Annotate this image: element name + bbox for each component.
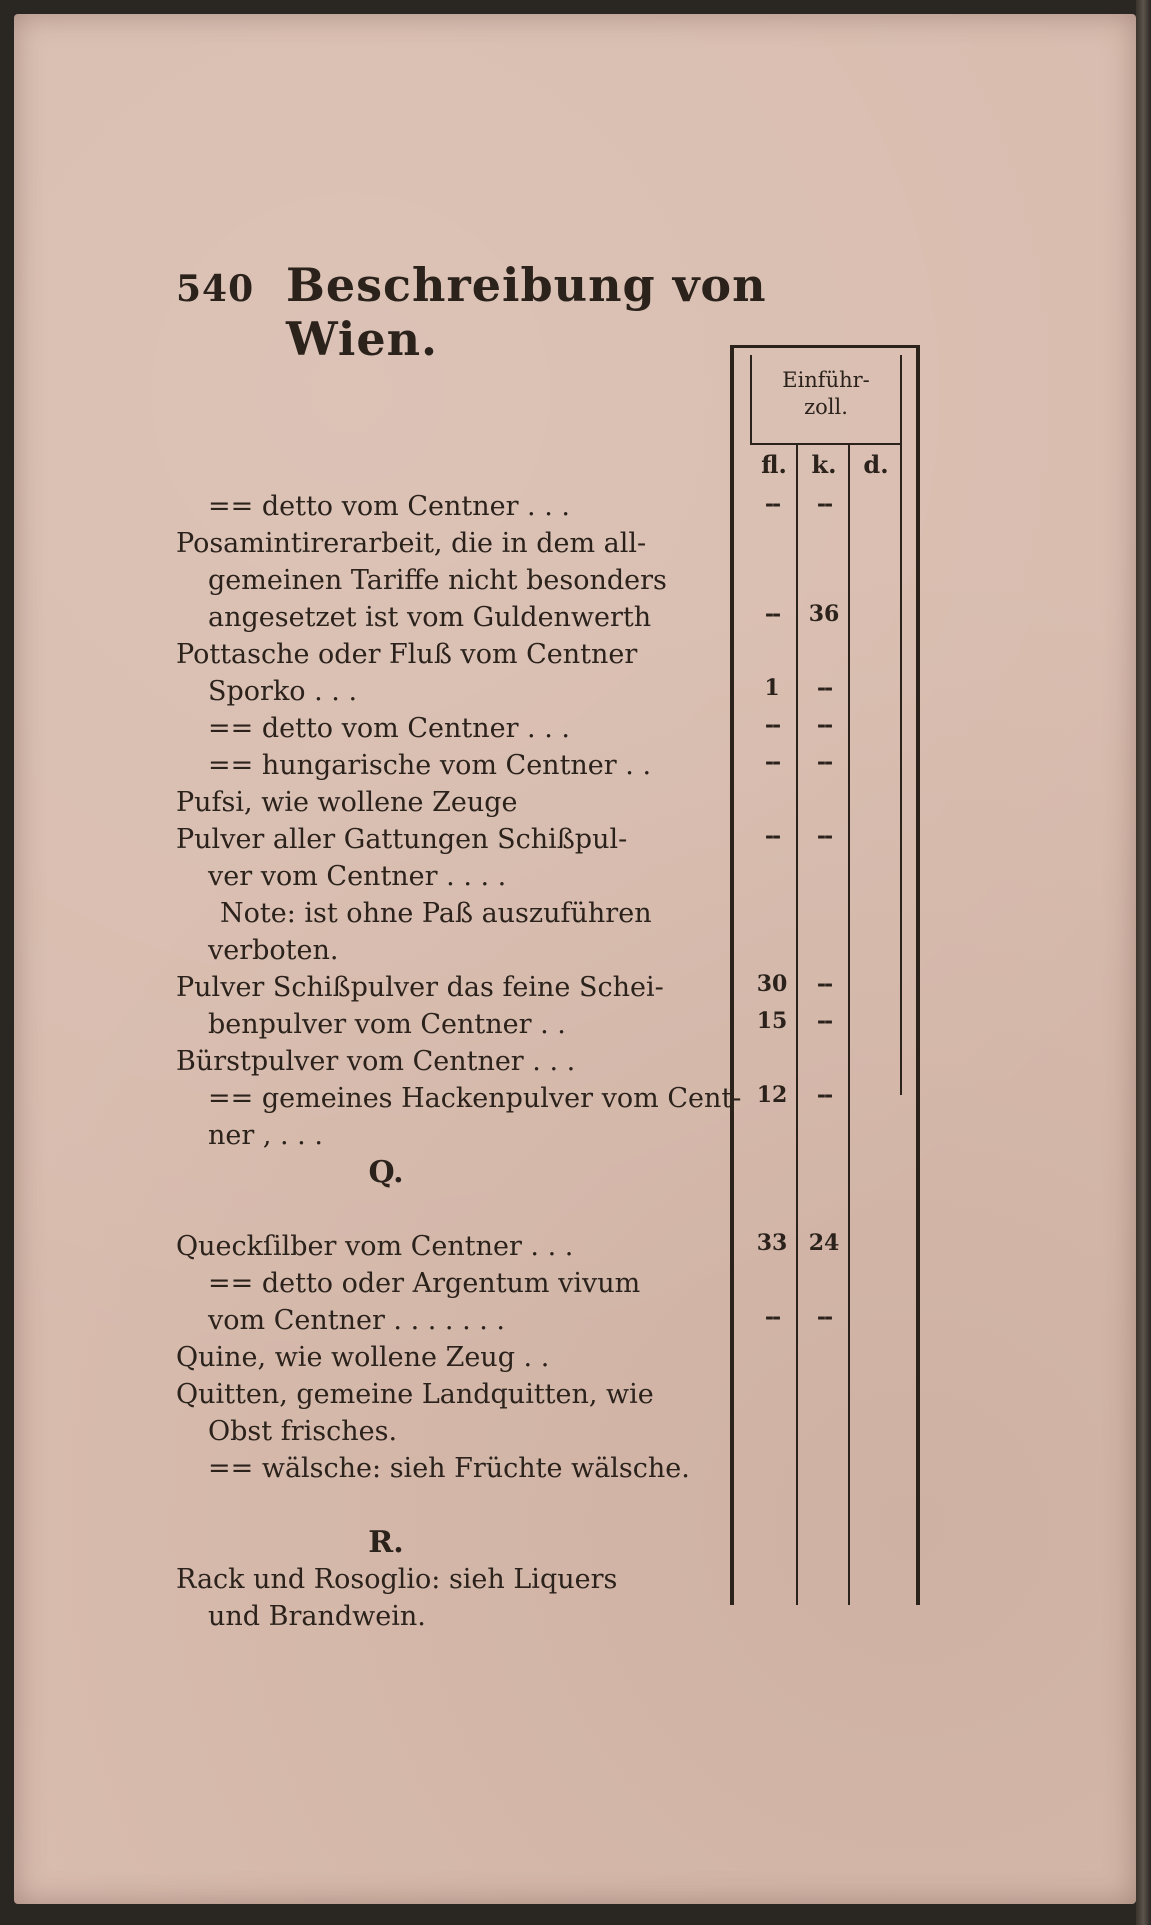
running-title: Beschreibung von Wien. xyxy=(286,258,767,366)
entry-line: Pulver aller Gattungen Schißpul- xyxy=(176,824,628,855)
entry-line: == gemeines Hackenpulver vom Cent- xyxy=(208,1083,742,1114)
entry-spacer xyxy=(176,1487,736,1524)
section-letter-r: R. xyxy=(368,1525,404,1560)
entry-line: Quine, wie wollene Zeug . . xyxy=(176,1342,550,1373)
unit-fl: fl. xyxy=(761,450,787,479)
entry-line: Bürstpulver vom Centner . . . xyxy=(176,1046,576,1077)
page-header xyxy=(176,250,816,366)
column-header-line-1: Einführ- xyxy=(782,368,870,392)
value-k: -- xyxy=(816,1304,832,1330)
value-fl: -- xyxy=(764,1304,780,1330)
value-k: -- xyxy=(816,491,832,517)
table-top-rule xyxy=(730,345,920,348)
value-k: -- xyxy=(816,823,832,849)
column-rule-k-d xyxy=(848,445,850,1605)
section-letter-q: Q. xyxy=(368,1155,404,1190)
entry-line: Pottasche oder Fluß vom Centner xyxy=(176,639,638,670)
entry-line: Obst frisches. xyxy=(208,1416,398,1447)
table-right-rule xyxy=(916,345,920,1605)
value-k: -- xyxy=(816,1008,832,1034)
column-rule-d xyxy=(900,445,902,1095)
page-number: 540 xyxy=(176,268,255,310)
entry-spacer xyxy=(176,1191,736,1228)
value-fl: -- xyxy=(764,749,780,775)
value-fl: 30 xyxy=(756,971,788,997)
value-fl: -- xyxy=(764,712,780,738)
tariff-entries xyxy=(176,488,742,1635)
value-fl: 33 xyxy=(756,1230,788,1256)
unit-d: d. xyxy=(863,450,889,479)
entry-line: gemeinen Tariffe nicht besonders xyxy=(208,565,667,596)
value-k: -- xyxy=(816,712,832,738)
entry-line: == detto oder Argentum vivum xyxy=(208,1268,641,1299)
value-fl: 1 xyxy=(764,675,780,701)
value-k: 36 xyxy=(808,601,840,627)
entry-line: angesetzet ist vom Guldenwerth xyxy=(208,602,652,633)
entry-line: ver vom Centner . . . . xyxy=(208,861,507,892)
value-fl: -- xyxy=(764,491,780,517)
value-k: 24 xyxy=(808,1230,840,1256)
column-header xyxy=(756,367,896,421)
column-rule-fl-k xyxy=(796,445,798,1605)
duty-table xyxy=(730,345,920,1605)
value-fl: -- xyxy=(764,823,780,849)
book-edge xyxy=(1136,0,1151,1925)
entry-line: Rack und Rosoglio: sieh Liquers xyxy=(176,1564,618,1595)
value-fl: 12 xyxy=(756,1082,788,1108)
entry-line: benpulver vom Centner . . xyxy=(208,1009,566,1040)
entry-line: == hungarische vom Centner . . xyxy=(208,750,652,781)
header-inner-left-rule xyxy=(750,355,752,445)
entry-line: und Brandwein. xyxy=(208,1601,426,1632)
entry-line: == detto vom Centner . . . xyxy=(208,491,570,522)
entry-line: == wälsche: sieh Früchte wälsche. xyxy=(208,1453,690,1484)
value-k: -- xyxy=(816,749,832,775)
entry-line: ner , . . . xyxy=(208,1120,323,1151)
entry-line: vom Centner . . . . . . . xyxy=(208,1305,505,1336)
entry-line: Queckſilber vom Centner . . . xyxy=(176,1231,574,1262)
value-k: -- xyxy=(816,675,832,701)
unit-k: k. xyxy=(811,450,837,479)
value-fl: -- xyxy=(764,601,780,627)
entry-line: Quitten, gemeine Landquitten, wie xyxy=(176,1379,654,1410)
entry-line: Pulver Schißpulver das feine Schei- xyxy=(176,972,664,1003)
value-k: -- xyxy=(816,971,832,997)
column-header-line-2: zoll. xyxy=(804,395,848,419)
entry-line: Sporko . . . xyxy=(208,676,358,707)
entry-note: Note: ist ohne Paß auszuführen xyxy=(220,898,652,929)
entry-line: Pufsi, wie wollene Zeuge xyxy=(176,787,518,818)
entry-line: Posamintirerarbeit, die in dem all- xyxy=(176,528,647,559)
header-inner-right-rule xyxy=(900,355,902,445)
header-bottom-rule xyxy=(750,443,902,445)
value-fl: 15 xyxy=(756,1008,788,1034)
value-k: -- xyxy=(816,1082,832,1108)
entry-line: == detto vom Centner . . . xyxy=(208,713,570,744)
entry-note: verboten. xyxy=(208,935,339,966)
